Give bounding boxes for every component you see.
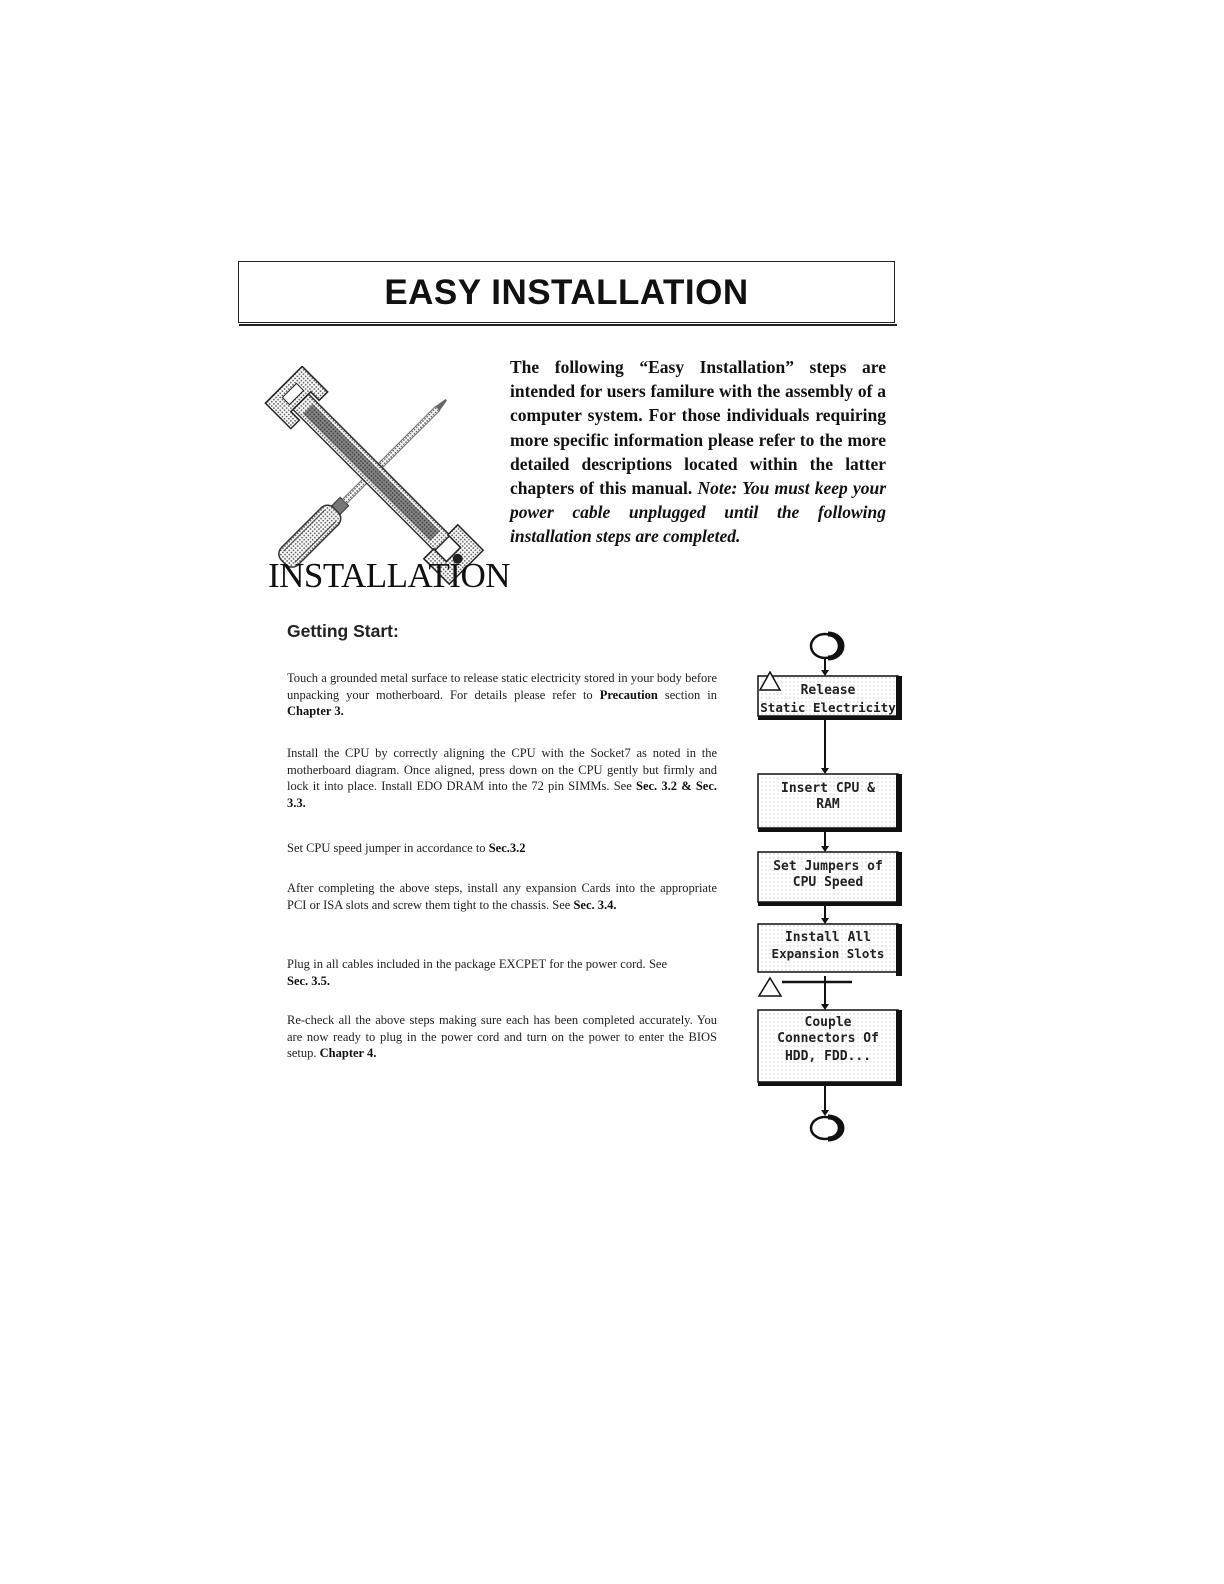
- flow-box-5-line3: HDD, FDD...: [784, 1049, 872, 1064]
- flow-box-5-line2: Connectors Of: [777, 1031, 879, 1046]
- step-paragraph: After completing the above steps, install any expansion Cards into the appropriate PCI or ISA slots and screw them tight to the chassis. See Sec. 3.4.: [287, 881, 717, 912]
- flow-box-3-line1: Set Jumpers of: [773, 859, 883, 874]
- flow-box-5-line1: Couple: [804, 1015, 852, 1030]
- title-box: [238, 261, 895, 323]
- warning-triangle-icon: [759, 978, 781, 996]
- logo-wordmark: INSTALLATION: [268, 556, 510, 595]
- intro-text: The following “Easy Installation” steps are intended for users familure with the assembly of a computer system. For those individuals requiring more specific information please refer to the more detailed descriptions located within the latter chapters of this manual.: [510, 357, 886, 499]
- end-terminal-icon: [811, 1117, 842, 1139]
- section-heading: Getting Start:: [287, 621, 399, 641]
- flow-box-2-line2: RAM: [816, 797, 840, 812]
- start-terminal-icon: [811, 634, 842, 658]
- intro-note: Note: You must keep your power cable unplugged until the following installation steps are completed.: [510, 478, 886, 547]
- step-paragraph: Set CPU speed jumper in accordance to Sec.3.2: [287, 841, 526, 855]
- flow-box-1-line2: Static Electricity: [760, 700, 896, 715]
- step-paragraph: Touch a grounded metal surface to release static electricity stored in your body before unpacking your motherboard. For details please refer to Precaution section in Chapter 3.: [287, 671, 717, 718]
- flow-box-2-line1: Insert CPU &: [781, 781, 875, 796]
- flow-box-4-line1: Install All: [784, 930, 872, 945]
- installation-flowchart: [740, 628, 920, 1148]
- flow-box-3-line2: CPU Speed: [792, 875, 864, 890]
- page-title: EASY INSTALLATION: [384, 273, 749, 312]
- step-paragraph: Plug in all cables included in the package EXCPET for the power cord. See Sec. 3.5.: [287, 957, 667, 988]
- intro-paragraph: [510, 355, 886, 549]
- flow-box-4-line2: Expansion Slots: [771, 946, 885, 961]
- step-paragraph: Re-check all the above steps making sure each has been completed accurately. You are now ready to plug in the power cord and turn on the power to enter the BIOS setup. Chapter 4.: [287, 1013, 717, 1060]
- step-paragraph: Install the CPU by correctly aligning the CPU with the Socket7 as noted in the motherboard diagram. Once aligned, press down on the CPU gently but firmly and lock it into place. Install EDO DRAM into the 72 pin SIMMs. See Sec. 3.2 & Sec. 3.3.: [287, 746, 718, 810]
- flow-box-1-line1: Release: [800, 683, 856, 698]
